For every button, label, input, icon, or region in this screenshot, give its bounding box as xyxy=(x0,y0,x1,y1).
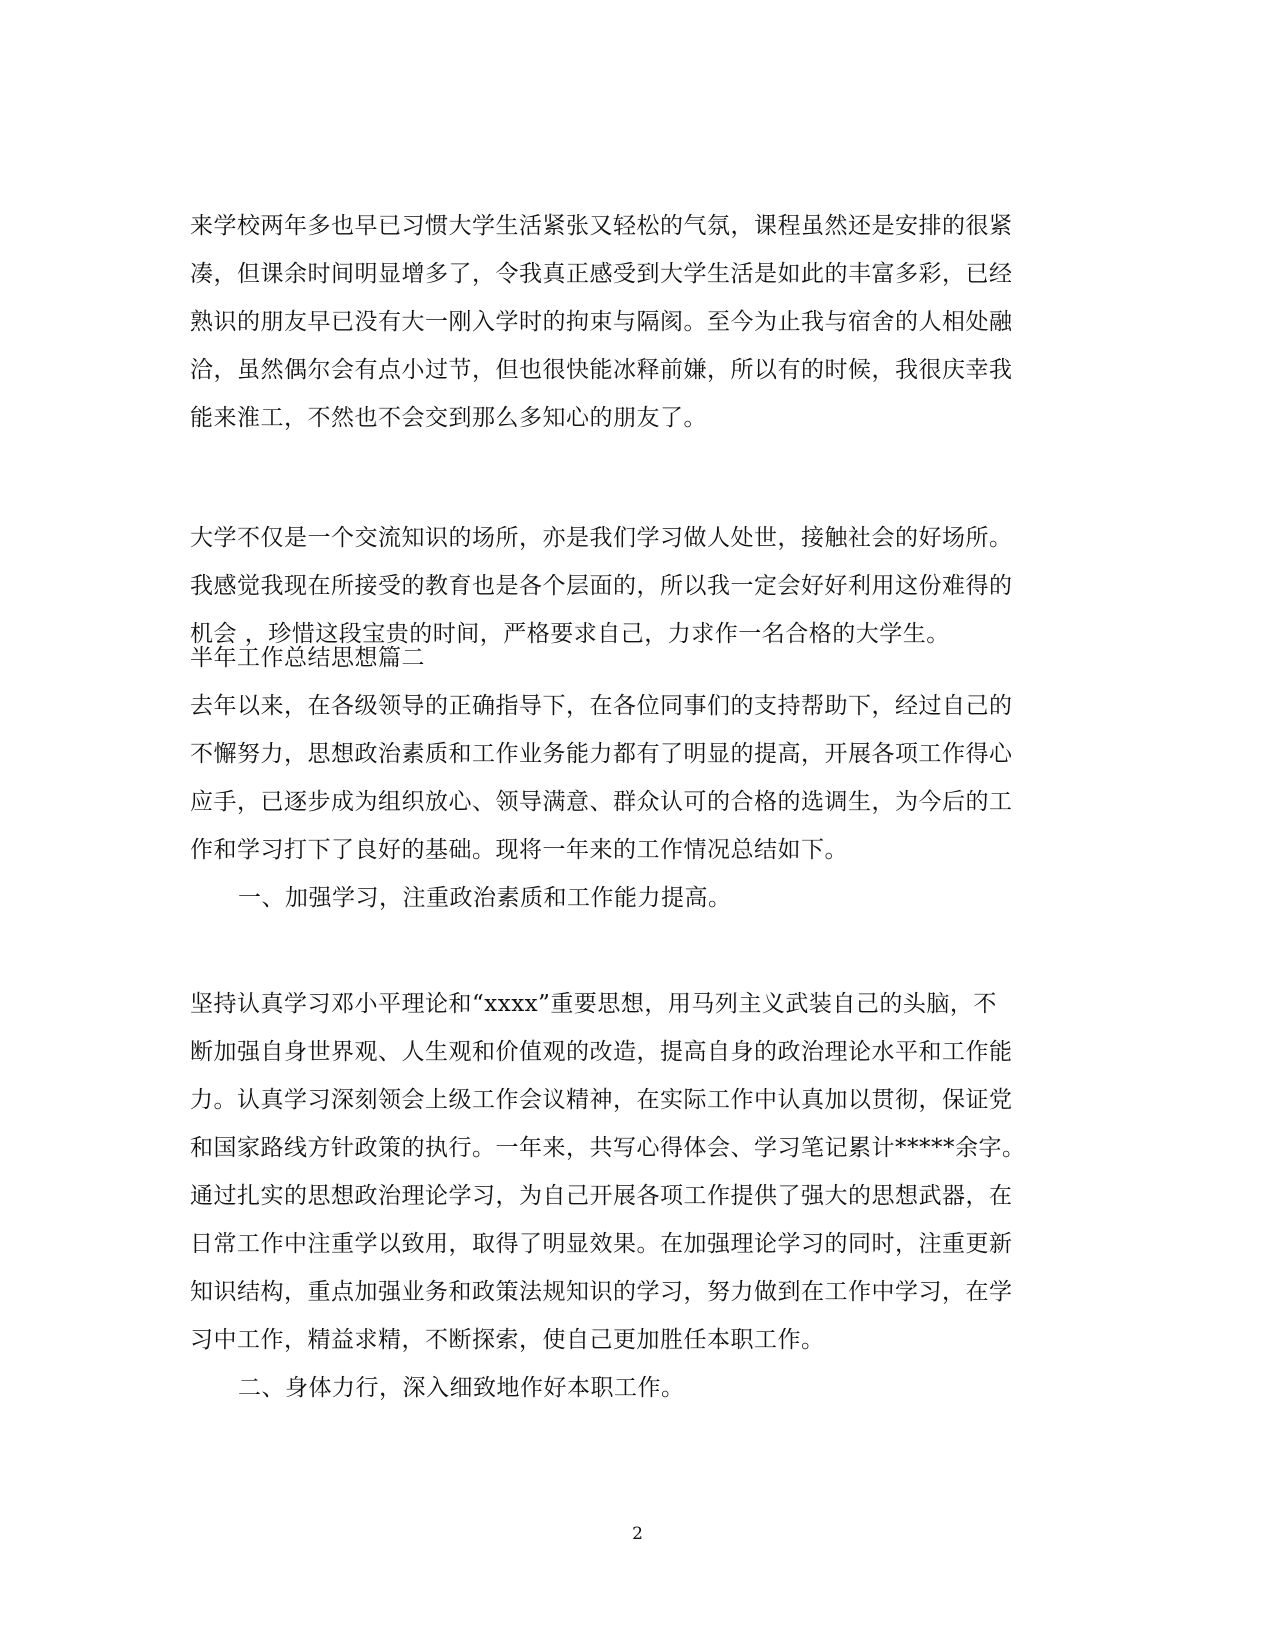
text-line: 力。认真学习深刻领会上级工作会议精神，在实际工作中认真加以贯彻，保证党 xyxy=(190,1087,1013,1113)
text-line: 不懈努力，思想政治素质和工作业务能力都有了明显的提高，开展各项工作得心 xyxy=(190,741,1013,767)
text-line: 应手，已逐步成为组织放心、领导满意、群众认可的合格的选调生，为今后的工 xyxy=(190,789,1013,815)
text-line: 熟识的朋友早已没有大一刚入学时的拘束与隔阂。至今为止我与宿舍的人相处融 xyxy=(190,309,1013,335)
subsection-title: 一、加强学习，注重政治素质和工作能力提高。 xyxy=(238,885,732,911)
page-number: 2 xyxy=(632,1524,643,1544)
text-line: 习中工作，精益求精，不断探索，使自己更加胜任本职工作。 xyxy=(190,1327,825,1353)
text-line: 去年以来，在各级领导的正确指导下，在各位同事们的支持帮助下，经过自己的 xyxy=(190,693,1013,719)
section-heading xyxy=(190,634,1070,682)
text-line: 坚持认真学习邓小平理论和“xxxx”重要思想，用马列主义武装自己的头脑，不 xyxy=(190,991,997,1017)
text-line: 来学校两年多也早已习惯大学生活紧张又轻松的气氛，课程虽然还是安排的很紧 xyxy=(190,213,1013,239)
text-line: 洽，虽然偶尔会有点小过节，但也很快能冰释前嫌，所以有的时候，我很庆幸我 xyxy=(190,357,1013,383)
paragraph-study-details xyxy=(190,980,1070,1364)
text-line: 知识结构，重点加强业务和政策法规知识的学习，努力做到在工作中学习，在学 xyxy=(190,1279,1013,1305)
heading-text: 半年工作总结思想篇二 xyxy=(190,645,425,671)
text-line: 凑，但课余时间明显增多了，令我真正感受到大学生活是如此的丰富多彩，已经 xyxy=(190,261,1013,287)
section-title-study xyxy=(190,874,1070,922)
text-line: 通过扎实的思想政治理论学习，为自己开展各项工作提供了强大的思想武器，在 xyxy=(190,1183,1013,1209)
text-line: 我感觉我现在所接受的教育也是各个层面的，所以我一定会好好利用这份难得的 xyxy=(190,573,1013,599)
paragraph-college-life xyxy=(190,202,1070,442)
section-title-work xyxy=(190,1364,1070,1412)
text-line: 和国家路线方针政策的执行。一年来，共写心得体会、学习笔记累计*****余字。 xyxy=(190,1135,1026,1161)
text-line: 能来淮工，不然也不会交到那么多知心的朋友了。 xyxy=(190,405,707,431)
subsection-title: 二、身体力行，深入细致地作好本职工作。 xyxy=(238,1375,685,1401)
text-line: 断加强自身世界观、人生观和价值观的改造，提高自身的政治理论水平和工作能 xyxy=(190,1039,1013,1065)
text-line: 机会 ，珍惜这段宝贵的时间，严格要求自己，力求作一名合格的大学生。 xyxy=(190,621,950,647)
paragraph-intro-summary xyxy=(190,682,1070,874)
text-line: 作和学习打下了良好的基础。现将一年来的工作情况总结如下。 xyxy=(190,837,848,863)
text-line: 大学不仅是一个交流知识的场所，亦是我们学习做人处世，接触社会的好场所。 xyxy=(190,525,1013,551)
text-line: 日常工作中注重学以致用，取得了明显效果。在加强理论学习的同时，注重更新 xyxy=(190,1231,1013,1257)
